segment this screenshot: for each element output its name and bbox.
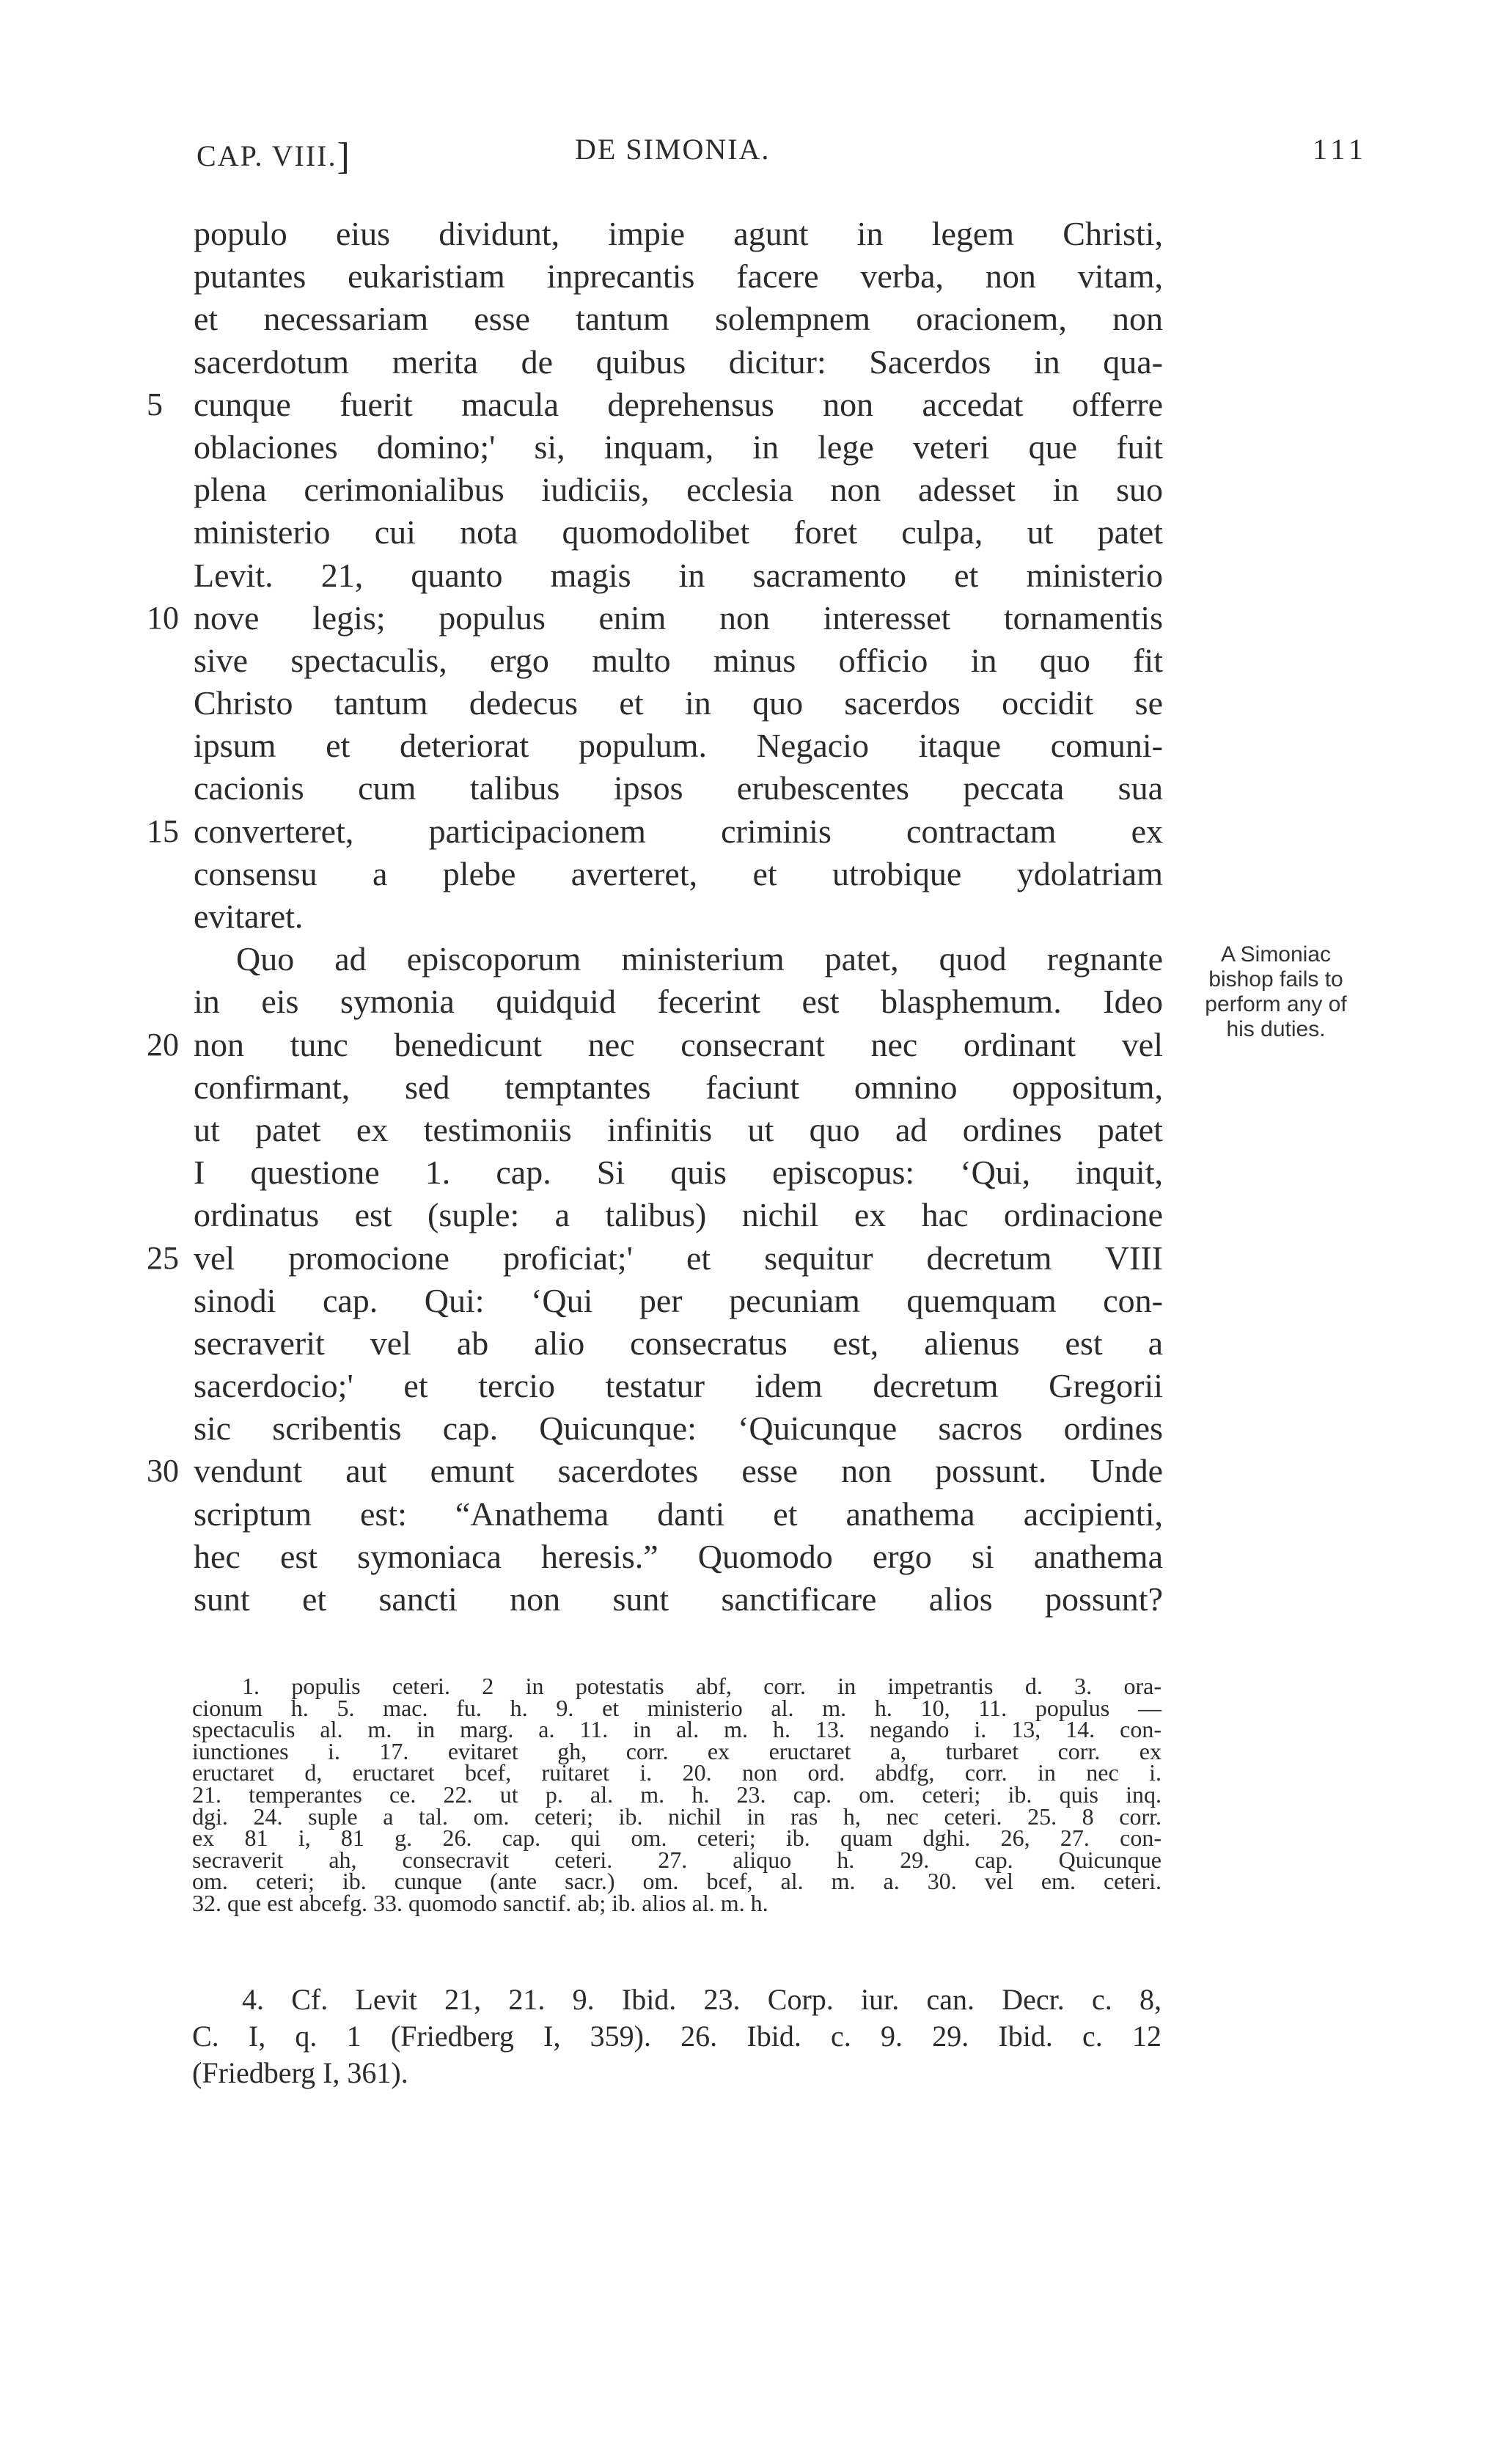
text-line: Quo ad episcoporum ministerium patet, quod regnante (236, 940, 1163, 978)
text-line: sacerdocio;' et tercio testatur idem decretum Gregorii (194, 1367, 1163, 1405)
source-line: (Friedberg I, 361). (192, 2056, 408, 2089)
text-line: ordinatus est (suple: a talibus) nichil ex hac ordinacione (194, 1196, 1163, 1234)
page-number: 111 (1313, 133, 1368, 166)
line-number: 30 (147, 1453, 179, 1489)
text-line: ipsum et deteriorat populum. Negacio itaque comuni- (194, 727, 1163, 765)
line-number: 15 (147, 813, 179, 849)
text-line: plena cerimonialibus iudiciis, ecclesia non adesset in suo (194, 471, 1163, 509)
line-number: 10 (147, 599, 179, 636)
text-line: 25 vel promocione proficiat;' et sequitur decretum VIII (194, 1237, 1163, 1280)
line-number: 20 (147, 1026, 179, 1063)
source-line: C. I, q. 1 (Friedberg I, 359). 26. Ibid. c. 9. 29. Ibid. c. 12 (192, 2020, 1161, 2053)
text-line: scriptum est: “Anathema danti et anathema accipienti, (194, 1495, 1163, 1533)
running-header (0, 132, 1512, 176)
source-line: 4. Cf. Levit 21, 21. 9. Ibid. 23. Corp. iur. can. Decr. c. 8, (242, 1983, 1161, 2016)
text-line: evitaret. (194, 898, 304, 935)
apparatus-line: ex 81 i, 81 g. 26. cap. qui om. ceteri; ib. quam dghi. 26, 27. con- (192, 1825, 1161, 1852)
running-title: DE SIMONIA. (575, 133, 771, 166)
text-line: Levit. 21, quanto magis in sacramento et ministerio (194, 556, 1163, 594)
text-line: Christo tantum dedecus et in quo sacerdos occidit se (194, 684, 1163, 722)
text-line: 30 vendunt aut emunt sacerdotes esse non possunt. Unde (194, 1450, 1163, 1492)
margin-note-line: perform any of (1205, 992, 1347, 1016)
apparatus-line: dgi. 24. suple a tal. om. ceteri; ib. nichil in ras h, nec ceteri. 25. 8 corr. (192, 1803, 1161, 1830)
text-line: confirmant, sed temptantes faciunt omnino oppositum, (194, 1068, 1163, 1106)
source-notes (192, 1981, 1161, 2091)
text-line: sacerdotum merita de quibus dicitur: Sacerdos in qua- (194, 342, 1163, 381)
text-line: cacionis cum talibus ipsos erubescentes peccata sua (194, 769, 1163, 807)
text-line: sive spectaculis, ergo multo minus officio in quo fit (194, 641, 1163, 679)
apparatus-line: 1. populis ceteri. 2 in potestatis abf, corr. in impetrantis d. 3. ora- (242, 1673, 1161, 1699)
text-line: 15 converteret, participacionem criminis contractam ex (194, 810, 1163, 853)
text-line: ministerio cui nota quomodolibet foret culpa, ut patet (194, 513, 1163, 551)
apparatus-line: om. ceteri; ib. cunque (ante sacr.) om. bcef, al. m. a. 30. vel em. ceteri. (192, 1868, 1161, 1895)
text-line: in eis symonia quidquid fecerint est blasphemum. Ideo (194, 983, 1163, 1021)
apparatus-line: 21. temperantes ce. 22. ut p. al. m. h. 23. cap. om. ceteri; ib. quis inq. (192, 1781, 1161, 1808)
critical-apparatus (192, 1673, 1161, 1916)
text-line: 5 cunque fuerit macula deprehensus non accedat offerre (194, 384, 1163, 426)
text-line: 10 nove legis; populus enim non interesset tornamentis (194, 597, 1163, 639)
text-line: I questione 1. cap. Si quis episcopus: ‘Qui, inquit, (194, 1154, 1163, 1192)
text-line: sunt et sancti non sunt sanctificare alios possunt? (194, 1580, 1163, 1618)
main-text (147, 213, 1163, 1621)
apparatus-line: 32. que est abcefg. 33. quomodo sanctif. ab; ib. alios al. m. h. (192, 1889, 768, 1916)
apparatus-line: cionum h. 5. mac. fu. h. 9. et ministerio al. m. h. 10, 11. populus — (192, 1694, 1161, 1721)
text-line: ut patet ex testimoniis infinitis ut quo ad ordines patet (194, 1110, 1163, 1148)
line-number: 25 (147, 1239, 179, 1276)
text-line: et necessariam esse tantum solempnem oracionem, non (194, 300, 1163, 338)
text-line: sic scribentis cap. Quicunque: ‘Quicunque sacros ordines (194, 1409, 1163, 1448)
text-line: consensu a plebe averteret, et utrobique ydolatriam (194, 854, 1163, 892)
text-line: oblaciones domino;' si, inquam, in lege veteri que fuit (194, 428, 1163, 466)
text-line: 20 non tunc benedicunt nec consecrant nec ordinant vel (194, 1024, 1163, 1066)
text-line: populo eius dividunt, impie agunt in legem Christi, (194, 215, 1163, 252)
apparatus-line: secraverit ah, consecravit ceteri. 27. aliquo h. 29. cap. Quicunque (192, 1846, 1161, 1873)
apparatus-line: iunctiones i. 17. evitaret gh, corr. ex eructaret a, turbaret corr. ex (192, 1737, 1161, 1764)
margin-note (1166, 942, 1386, 1042)
text-line: secraverit vel ab alio consecratus est, alienus est a (194, 1324, 1163, 1362)
apparatus-line: spectaculis al. m. in marg. a. 11. in al. m. h. 13. negando i. 13, 14. con- (192, 1716, 1161, 1743)
text-line: sinodi cap. Qui: ‘Qui per pecuniam quemquam con- (194, 1281, 1163, 1319)
margin-note-line: A Simoniac (1220, 942, 1332, 967)
line-number: 5 (147, 386, 163, 422)
apparatus-line: eructaret d, eructaret bcef, ruitaret i. 20. non ord. abdfg, corr. in nec i. (192, 1759, 1161, 1786)
margin-note-line: his duties. (1226, 1017, 1326, 1041)
margin-note-line: bishop fails to (1208, 967, 1343, 991)
text-line: putantes eukaristiam inprecantis facere verba, non vitam, (194, 257, 1163, 296)
text-line: hec est symoniaca heresis.” Quomodo ergo si anathema (194, 1537, 1163, 1575)
chapter-label: CAP. VIII.] (197, 136, 351, 177)
